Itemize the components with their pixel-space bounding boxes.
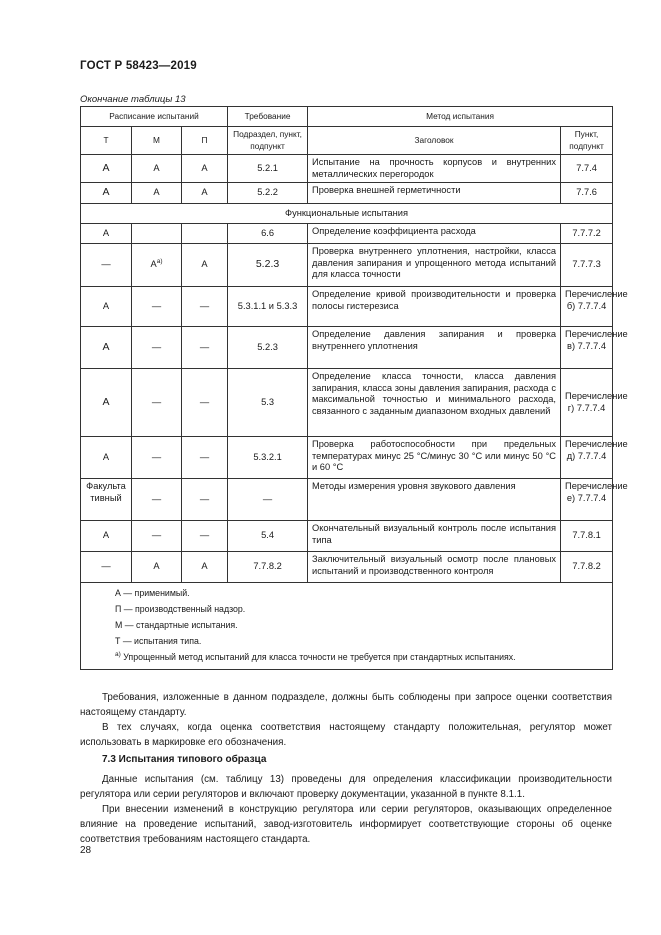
paragraph: При внесении изменений в конструкцию регулятора или серии регуляторов, оказывающих определенное влияние на проведение испытаний, завод-изготовитель информирует соответствующие стороны об оценке соответствия требованиям настоящего стандарта.: [80, 804, 612, 845]
header-t: Т: [81, 127, 132, 155]
cell-p: —: [182, 327, 228, 369]
cell-m: —: [132, 327, 182, 369]
body-text: [80, 772, 612, 847]
cell-point: 7.7.8.1: [561, 521, 613, 552]
header-p: П: [182, 127, 228, 155]
cell-p: А: [182, 155, 228, 183]
cell-title: Проверка работоспособности при предельных температурах минус 25 °С/минус 30 °С или минус 50 °С и 60 °С: [308, 437, 561, 479]
cell-req: 5.3: [228, 369, 308, 437]
cell-t: А: [81, 287, 132, 327]
cell-t: А: [81, 521, 132, 552]
cell-req: 7.7.8.2: [228, 552, 308, 583]
cell-t: А: [81, 369, 132, 437]
table-row: [81, 155, 613, 183]
section-row-title: Функциональные испытания: [81, 204, 613, 224]
cell-req: 5.2.3: [228, 327, 308, 369]
cell-req: 5.3.1.1 и 5.3.3: [228, 287, 308, 327]
cell-t: А: [81, 183, 132, 204]
note-item: А — применимый.: [115, 588, 190, 598]
cell-m: А: [132, 552, 182, 583]
document-code: ГОСТ Р 58423—2019: [80, 60, 197, 72]
body-text: [80, 690, 612, 750]
cell-point: 7.7.8.2: [561, 552, 613, 583]
cell-t: А: [81, 437, 132, 479]
cell-req: 5.2.1: [228, 155, 308, 183]
header-requirement: Требование: [228, 107, 308, 127]
header-schedule: Расписание испытаний: [81, 107, 228, 127]
table-row: [81, 327, 613, 369]
cell-m: А: [132, 183, 182, 204]
cell-req: —: [228, 479, 308, 521]
cell-p: [182, 224, 228, 244]
cell-p: —: [182, 521, 228, 552]
cell-m: [132, 244, 182, 287]
cell-title: Определение коэффициента расхода: [308, 224, 561, 244]
cell-title: Определение класса точности, класса давления запирания, класса зоны давления запирания, расхода с максимальной точностью и минимального расхода, связанного с заданным диапазоном входных давлений: [308, 369, 561, 437]
header-title: Заголовок: [308, 127, 561, 155]
cell-m-value: А: [150, 259, 157, 270]
cell-point: 7.7.7.3: [561, 244, 613, 287]
cell-title: Заключительный визуальный осмотр после плановых испытаний и производственного контроля: [308, 552, 561, 583]
cell-t: А: [81, 327, 132, 369]
cell-p: А: [182, 552, 228, 583]
table-row: [81, 224, 613, 244]
cell-point: 7.7.4: [561, 155, 613, 183]
footnote-marker: а): [156, 258, 163, 266]
cell-p: —: [182, 437, 228, 479]
cell-point: Перечисление д) 7.7.7.4: [561, 437, 613, 479]
cell-req: 5.2.3: [228, 244, 308, 287]
cell-p: А: [182, 183, 228, 204]
cell-point: Перечисление г) 7.7.7.4: [561, 369, 613, 437]
table-notes: [81, 583, 613, 670]
header-req-sub: Подраздел, пункт, подпункт: [228, 127, 308, 155]
header-m: М: [132, 127, 182, 155]
header-method: Метод испытания: [308, 107, 613, 127]
footnote-text: Упрощенный метод испытаний для класса точности не требуется при стандартных испытаниях.: [123, 652, 516, 662]
cell-point: 7.7.7.2: [561, 224, 613, 244]
cell-point: 7.7.6: [561, 183, 613, 204]
cell-p: —: [182, 287, 228, 327]
cell-p: —: [182, 479, 228, 521]
tests-table: [80, 106, 628, 670]
note-item: П — производственный надзор.: [115, 604, 246, 614]
table-row: [81, 369, 613, 437]
page-number: 28: [80, 845, 92, 856]
header-point: Пункт, подпункт: [561, 127, 613, 155]
table-row: [81, 244, 613, 287]
cell-req: 6.6: [228, 224, 308, 244]
cell-req: 5.4: [228, 521, 308, 552]
cell-t: —: [81, 552, 132, 583]
cell-title: Окончательный визуальный контроль после испытания типа: [308, 521, 561, 552]
cell-title: Методы измерения уровня звукового давления: [308, 479, 561, 521]
table-row: [81, 287, 613, 327]
paragraph: В тех случаях, когда оценка соответствия настоящему стандарту положительная, регулятор может использовать в маркировке его обозначения.: [80, 722, 612, 748]
cell-m: [132, 224, 182, 244]
cell-req: 5.3.2.1: [228, 437, 308, 479]
cell-req: 5.2.2: [228, 183, 308, 204]
note-item: Т — испытания типа.: [115, 636, 202, 646]
table-caption: Окончание таблицы 13: [80, 94, 186, 105]
note-item: М — стандартные испытания.: [115, 620, 238, 630]
cell-t: —: [81, 244, 132, 287]
footnote-marker: а): [115, 651, 121, 659]
cell-title: Определение кривой производительности и проверка полосы гистерезиса: [308, 287, 561, 327]
cell-m: —: [132, 287, 182, 327]
cell-p: А: [182, 244, 228, 287]
cell-m: —: [132, 521, 182, 552]
table-row: [81, 479, 613, 521]
cell-m: А: [132, 155, 182, 183]
cell-m: —: [132, 437, 182, 479]
cell-point: Перечисление в) 7.7.7.4: [561, 327, 613, 369]
cell-title: Испытание на прочность корпусов и внутренних металлических перегородок: [308, 155, 561, 183]
table-row: [81, 437, 613, 479]
cell-title: Проверка внутреннего уплотнения, настройки, класса давления запирания и упрощенного метода испытаний для класса точности: [308, 244, 561, 287]
paragraph: Требования, изложенные в данном подразделе, должны быть соблюдены при запросе оценки соответствия настоящему стандарту.: [80, 692, 612, 718]
table-row: [81, 552, 613, 583]
section-heading: 7.3 Испытания типового образца: [102, 754, 267, 765]
cell-title: Проверка внешней герметичности: [308, 183, 561, 204]
cell-t: Факультативный: [81, 479, 132, 521]
cell-m: —: [132, 369, 182, 437]
table-row: [81, 521, 613, 552]
cell-m: —: [132, 479, 182, 521]
paragraph: Данные испытания (см. таблицу 13) проведены для определения классификации производительности регулятора или серии регуляторов и включают проверку документации, указанной в пункте 8.1.1.: [80, 774, 612, 800]
cell-p: —: [182, 369, 228, 437]
cell-t: А: [81, 224, 132, 244]
cell-point: Перечисление б) 7.7.7.4: [561, 287, 613, 327]
cell-title: Определение давления запирания и проверка внутреннего уплотнения: [308, 327, 561, 369]
table-row: [81, 183, 613, 204]
cell-t: А: [81, 155, 132, 183]
cell-point: Перечисление е) 7.7.7.4: [561, 479, 613, 521]
footnote: [85, 649, 608, 665]
